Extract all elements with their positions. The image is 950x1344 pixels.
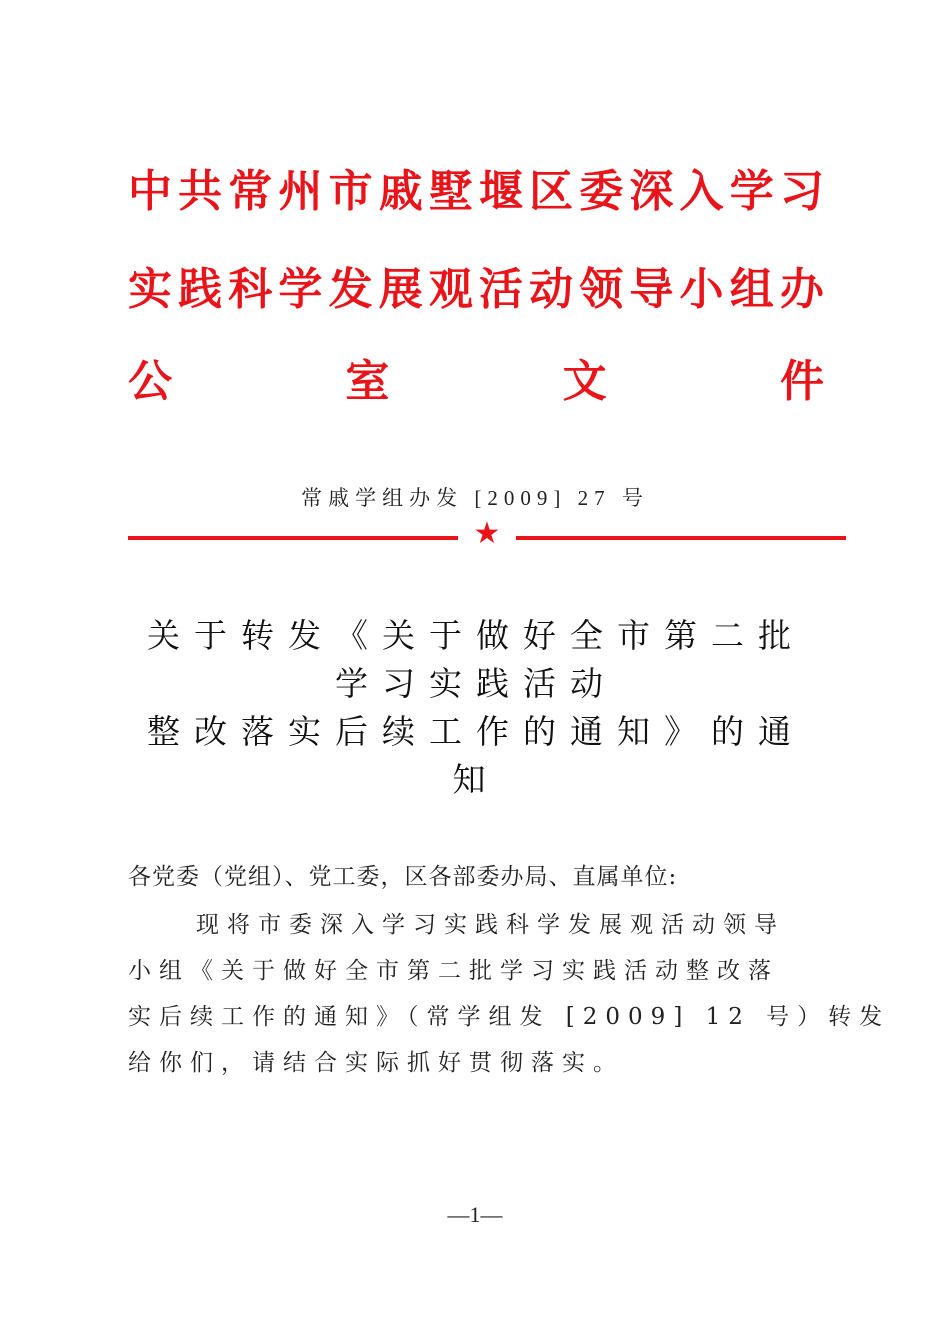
header-char: 市 (328, 166, 373, 217)
body-line-4: 给你们，请结合实际抓好贯彻落实。 (128, 1050, 624, 1076)
header-char: 实 (128, 264, 172, 315)
header-title-line-1 (128, 162, 824, 222)
header-char: 区 (529, 166, 574, 217)
header-char: 堰 (478, 166, 523, 217)
subject-line-4: 知 (452, 760, 500, 799)
subject-line-2: 学习实践活动 (335, 664, 617, 703)
header-char: 组 (729, 264, 774, 315)
header-char: 公 (128, 356, 172, 407)
header-char: 室 (345, 356, 390, 407)
header-char: 观 (428, 264, 473, 315)
header-char: 办 (779, 264, 824, 315)
subject-line-3: 整改落实后续工作的通知》的通 (147, 712, 805, 751)
header-char: 中 (128, 166, 172, 217)
header-char: 科 (228, 264, 273, 315)
salutation: 各党委（党组）、党工委，区各部委办局、直属单位: (128, 864, 678, 890)
body-line-2: 小组《关于做好全市第二批学习实践活动整改落 (128, 958, 779, 984)
header-char: 动 (529, 264, 574, 315)
page-number: —1— (447, 1202, 503, 1227)
header-char: 件 (779, 356, 824, 407)
header-char: 深 (629, 166, 674, 217)
body-line-1: 现将市委深入学习实践科学发展观活动领导 (196, 912, 785, 938)
header-char: 学 (278, 264, 323, 315)
body-line-3: 实后续工作的通知》（常学组发 [2009] 12 号）转发 (128, 1004, 891, 1030)
header-char: 践 (178, 264, 223, 315)
header-char: 展 (378, 264, 423, 315)
header-char: 发 (328, 264, 373, 315)
header-char: 习 (779, 166, 824, 217)
header-char: 入 (679, 166, 724, 217)
header-title-line-2 (128, 260, 824, 320)
header-char: 小 (679, 264, 724, 315)
header-char: 导 (629, 264, 674, 315)
header-title-line-3 (128, 352, 824, 412)
header-char: 委 (579, 166, 624, 217)
star-icon: ★ (473, 516, 501, 551)
header-char: 戚 (378, 166, 423, 217)
header-char: 学 (729, 166, 774, 217)
red-rule-left (128, 536, 458, 540)
header-char: 领 (579, 264, 624, 315)
header-char: 文 (562, 356, 607, 407)
subject-line-1: 关于转发《关于做好全市第二批 (147, 616, 805, 655)
header-char: 常 (228, 166, 273, 217)
red-rule-right (516, 536, 846, 540)
document-number: 常戚学组办发 [2009] 27 号 (301, 486, 649, 510)
header-char: 州 (278, 166, 323, 217)
header-char: 活 (478, 264, 523, 315)
header-char: 共 (178, 166, 223, 217)
header-char: 墅 (428, 166, 473, 217)
